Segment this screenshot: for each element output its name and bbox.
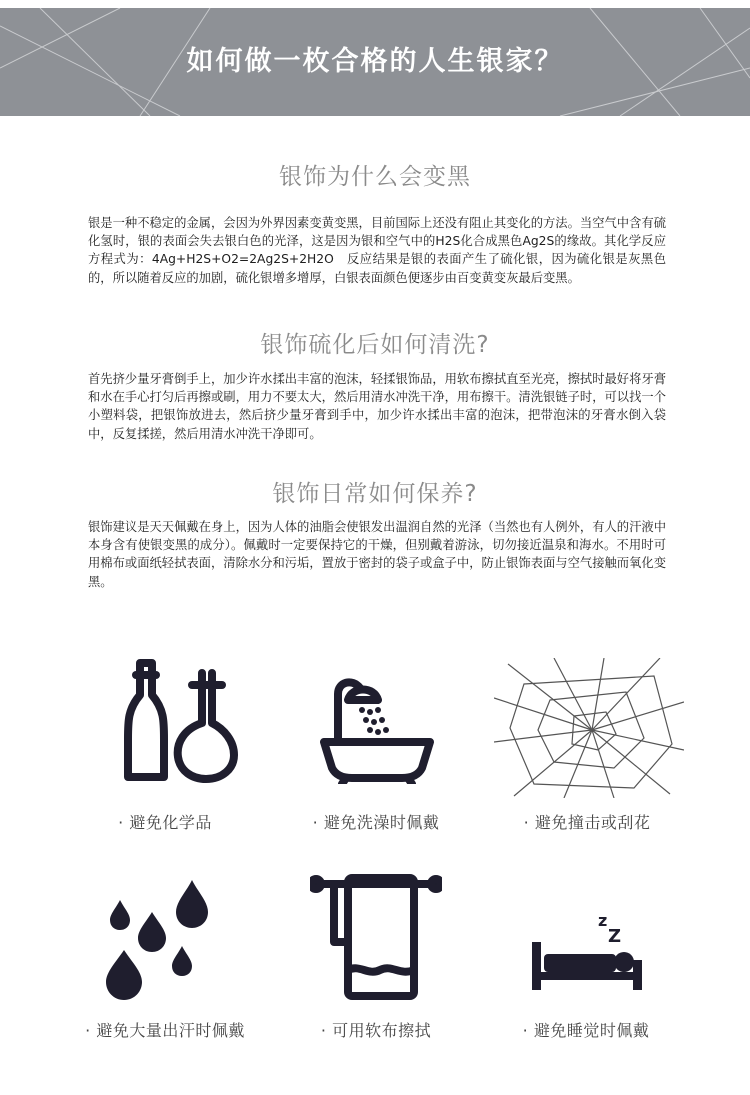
header-banner: [0, 8, 750, 116]
caption-avoid-sweating: · 避免大量出汗时佩戴: [85, 1021, 245, 1040]
caption-avoid-chemicals: · 避免化学品: [118, 813, 212, 832]
section-heading-care: 银饰日常如何保养?: [272, 481, 478, 507]
svg-text:z: z: [598, 911, 608, 930]
section-heading-why-black: 银饰为什么会变黑: [279, 164, 471, 190]
bathtub-shower-icon: [318, 672, 436, 784]
top-border: [0, 0, 750, 8]
page-title: 如何做一枚合格的人生银家？: [186, 46, 564, 77]
section-body-why-black: 银是一种不稳定的金属，会因为外界因素变黄变黑，目前国际上还没有阻止其变化的方法。当空气中含有硫化氢时，银的表面会失去银白色的光泽，这是因为银和空气中的H2S化合成黑色Ag2S的缘故。其化学反应方程式为：4Ag+H2S+O2=2Ag2S+2H2O 反应结果是银的表面产生了硫化银，因为硫化银是灰黑色的，所以随着反应的加剧，硫化银增多增厚，白银表面颜色便逐步由百变黄变灰最后变黑。: [88, 216, 666, 285]
section-body-care: 银饰建议是天天佩戴在身上，因为人体的油脂会使银发出温润自然的光泽（当然也有人例外，有人的汗液中本身含有使银变黑的成分）。佩戴时一定要保持它的干燥，但别戴着游泳，切勿接近温泉和海水。不用时可用棉布或面纸轻拭表面，清除水分和污垢，置放于密封的袋子或盒子中，防止银饰表面与空气接触而氧化变黑。: [88, 520, 666, 589]
chemical-bottles-icon: [120, 655, 240, 785]
section-heading-cleaning: 银饰硫化后如何清洗?: [260, 332, 490, 358]
caption-soft-cloth: · 可用软布擦拭: [320, 1021, 432, 1040]
shattered-glass-icon: [494, 658, 684, 798]
sleeping-person-icon: [530, 910, 644, 992]
sweat-drops-icon: [102, 878, 214, 1002]
caption-avoid-impact: · 避免撞击或刮花: [523, 813, 651, 832]
svg-text:Z: Z: [608, 926, 622, 947]
section-body-cleaning: 首先挤少量牙膏倒手上，加少许水揉出丰富的泡沫，轻揉银饰品，用软布擦拭直至光亮，擦拭时最好将牙膏和水在手心打匀后再擦或刷，用力不要太大，然后用清水冲洗干净，用布擦干。清洗银链子时，可以找一个小塑料袋，把银饰放进去，然后挤少量牙膏到手中，加少许水揉出丰富的泡沫，把带泡沫的牙膏水倒入袋中，反复揉搓，然后用清水冲洗干净即可。: [88, 372, 666, 441]
towel-rack-icon: [310, 870, 442, 1002]
caption-avoid-sleeping: · 避免睡觉时佩戴: [522, 1021, 650, 1040]
caption-avoid-bathing: · 避免洗澡时佩戴: [312, 813, 440, 832]
